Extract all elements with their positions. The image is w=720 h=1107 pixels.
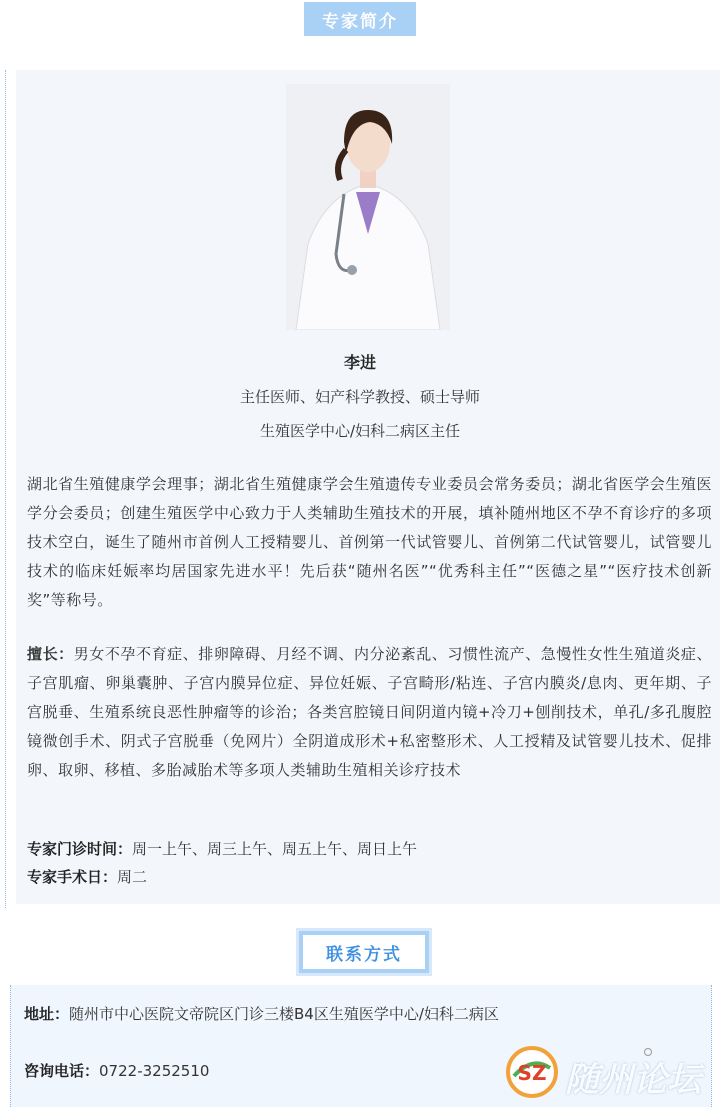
phone-value[interactable]: 0722-3252510 (99, 1062, 210, 1080)
doctor-department: 生殖医学中心/妇科二病区主任 (259, 422, 461, 440)
surgery-day (27, 866, 147, 887)
surgery-value: 周二 (117, 868, 148, 886)
surgery-label: 专家手术日： (27, 868, 118, 886)
address-label: 地址： (24, 1005, 70, 1023)
doctor-skills (27, 640, 712, 785)
doctor-photo (286, 84, 450, 330)
svg-text:SZ: SZ (517, 1061, 547, 1085)
doctor-bio: 湖北省生殖健康学会理事；湖北省生殖健康学会生殖遗传专业委员会常务委员；湖北省医学会生殖医学分会委员；创建生殖医学中心致力于人类辅助生殖技术的开展，填补随州地区不孕不育诊疗的多项技术空白，诞生了随州市首例人工授精婴儿、首例第一代试管婴儿、首例第二代试管婴儿，试管婴儿技术的临床妊娠率均居国家先进水平！先后获“随州名医”“优秀科主任”“医德之星”“医疗技术创新奖”等称号。 (27, 475, 712, 609)
clinic-label: 专家门诊时间： (27, 840, 133, 858)
doctor-title: 主任医师、妇产科学教授、硕士导师 (239, 388, 480, 406)
forum-watermark: 随州论坛 (565, 1060, 701, 1100)
forum-logo-icon (506, 1046, 558, 1098)
doctor-name: 李进 (343, 353, 376, 372)
decorative-divider (5, 70, 6, 908)
skills-text: 男女不孕不育症、排卵障碍、月经不调、内分泌紊乱、习惯性流产、急慢性女性生殖道炎症、子宫肌瘤、卵巢囊肿、子宫内膜异位症、异位妊娠、子宫畸形/粘连、子宫内膜炎/息肉、更年期、子宫脱垂、生殖系统良恶性肿瘤等的诊治；各类宫腔镜日间阴道内镜+冷刀+刨削技术，单孔/多孔腹腔镜微创手术、阴式子宫脱垂（免网片）全阴道成形术+私密整形术、人工授精及试管婴儿技术、促排卵、取卵、移植、多胎减胎术等多项人类辅助生殖相关诊疗技术 (27, 645, 712, 779)
phone-label: 咨询电话： (24, 1062, 100, 1080)
address-value: 随州市中心医院文帝院区门诊三楼B4区生殖医学中心/妇科二病区 (69, 1005, 499, 1023)
skills-label: 擅长： (27, 645, 74, 663)
section-title-contact: 联系方式 (299, 931, 429, 973)
contact-phone[interactable] (24, 1060, 209, 1081)
clinic-value: 周一上午、周三上午、周五上午、周日上午 (132, 840, 418, 858)
contact-address (24, 1003, 499, 1024)
section-title-expert: 专家简介 (304, 2, 416, 36)
clinic-hours (27, 838, 417, 859)
